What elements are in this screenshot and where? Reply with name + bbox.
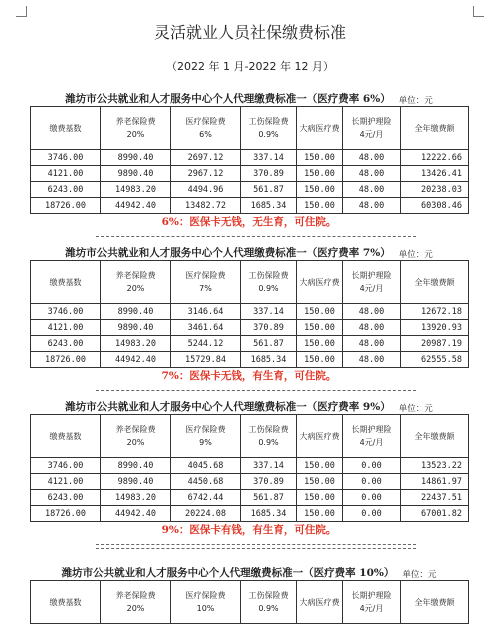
table-row: [31, 150, 469, 166]
cell-serious: 150.00: [297, 182, 343, 198]
fee-table: [30, 580, 469, 624]
cell-pension: 14983.20: [101, 336, 171, 352]
header-serious-illness: 大病医疗费: [297, 107, 343, 150]
section-divider: [96, 236, 416, 237]
cell-serious: 150.00: [297, 490, 343, 506]
section-heading-text: 潍坊市公共就业和人才服务中心个人代理缴费标准一（医疗费率 10%）: [61, 567, 395, 579]
page-corner-mark-right: [473, 6, 484, 17]
cell-annual: 14861.97: [401, 474, 469, 490]
header-injury: 工伤保险费 0.9%: [241, 415, 297, 458]
cell-base: 18726.00: [31, 506, 101, 522]
section-heading: [30, 242, 468, 260]
page-title: 灵活就业人员社保缴费标准: [153, 23, 346, 42]
cell-injury: 561.87: [241, 182, 297, 198]
table-row: [31, 182, 469, 198]
cell-base: 4121.00: [31, 474, 101, 490]
page-subtitle: （2022 年 1 月-2022 年 12 月）: [166, 60, 334, 73]
cell-ltc: 48.00: [343, 320, 401, 336]
fee-section-6: [30, 88, 468, 230]
cell-base: 6243.00: [31, 336, 101, 352]
cell-base: 18726.00: [31, 352, 101, 368]
header-medical: 医疗保险费 9%: [171, 415, 241, 458]
cell-annual: 67001.82: [401, 506, 469, 522]
unit-label: 单位：元: [398, 250, 433, 260]
section-note: 7%：医保卡无钱，有生育，可住院。: [161, 370, 337, 382]
header-pension: 养老保险费 20%: [101, 415, 171, 458]
section-divider: [96, 544, 416, 545]
section-heading-text: 潍坊市公共就业和人才服务中心个人代理缴费标准一（医疗费率 7%）: [65, 247, 391, 259]
cell-pension: 44942.40: [101, 352, 171, 368]
cell-serious: 150.00: [297, 198, 343, 214]
table-header-row: [31, 261, 469, 304]
cell-pension: 9890.40: [101, 166, 171, 182]
cell-medical: 4045.68: [171, 458, 241, 474]
header-long-term-care: 长期护理险 4元/月: [343, 107, 401, 150]
header-long-term-care: 长期护理险 4元/月: [343, 415, 401, 458]
cell-serious: 150.00: [297, 336, 343, 352]
table-row: [31, 198, 469, 214]
header-annual-total: 全年缴费额: [401, 107, 469, 150]
section-heading: [30, 88, 468, 106]
header-serious-illness: 大病医疗费: [297, 415, 343, 458]
cell-injury: 337.14: [241, 150, 297, 166]
cell-pension: 8990.40: [101, 304, 171, 320]
cell-ltc: 48.00: [343, 352, 401, 368]
page-corner-mark-left: [16, 6, 27, 17]
header-serious-illness: 大病医疗费: [297, 261, 343, 304]
cell-annual: 62555.58: [401, 352, 469, 368]
cell-pension: 8990.40: [101, 458, 171, 474]
cell-annual: 20987.19: [401, 336, 469, 352]
cell-serious: 150.00: [297, 506, 343, 522]
cell-serious: 150.00: [297, 458, 343, 474]
fee-section-9: [30, 396, 468, 538]
header-serious-illness: 大病医疗费: [297, 581, 343, 624]
section-heading: [30, 562, 468, 580]
header-annual-total: 全年缴费额: [401, 581, 469, 624]
cell-medical: 20224.08: [171, 506, 241, 522]
cell-medical: 4494.96: [171, 182, 241, 198]
cell-pension: 44942.40: [101, 198, 171, 214]
section-heading-text: 潍坊市公共就业和人才服务中心个人代理缴费标准一（医疗费率 9%）: [65, 401, 391, 413]
table-row: [31, 474, 469, 490]
section-divider-secondary: [96, 548, 416, 549]
cell-injury: 370.89: [241, 320, 297, 336]
cell-base: 3746.00: [31, 458, 101, 474]
cell-base: 3746.00: [31, 150, 101, 166]
cell-injury: 370.89: [241, 474, 297, 490]
section-note: 6%：医保卡无钱，无生育，可住院。: [161, 216, 337, 228]
cell-serious: 150.00: [297, 474, 343, 490]
cell-injury: 561.87: [241, 336, 297, 352]
header-pension: 养老保险费 20%: [101, 261, 171, 304]
cell-serious: 150.00: [297, 166, 343, 182]
table-row: [31, 166, 469, 182]
cell-serious: 150.00: [297, 304, 343, 320]
unit-label: 单位：元: [402, 570, 437, 580]
cell-medical: 5244.12: [171, 336, 241, 352]
section-heading: [30, 396, 468, 414]
section-heading-text: 潍坊市公共就业和人才服务中心个人代理缴费标准一（医疗费率 6%）: [65, 93, 391, 105]
cell-medical: 3461.64: [171, 320, 241, 336]
cell-annual: 13523.22: [401, 458, 469, 474]
cell-annual: 13920.93: [401, 320, 469, 336]
table-header-row: [31, 107, 469, 150]
header-pension: 养老保险费 20%: [101, 581, 171, 624]
unit-label: 单位：元: [398, 404, 433, 414]
fee-table: [30, 414, 469, 522]
cell-pension: 14983.20: [101, 182, 171, 198]
cell-annual: 12672.18: [401, 304, 469, 320]
cell-base: 4121.00: [31, 320, 101, 336]
cell-ltc: 48.00: [343, 150, 401, 166]
header-long-term-care: 长期护理险 4元/月: [343, 581, 401, 624]
cell-ltc: 48.00: [343, 304, 401, 320]
cell-pension: 14983.20: [101, 490, 171, 506]
cell-medical: 2697.12: [171, 150, 241, 166]
header-base: 缴费基数: [31, 581, 101, 624]
cell-annual: 60308.46: [401, 198, 469, 214]
header-annual-total: 全年缴费额: [401, 415, 469, 458]
cell-injury: 337.14: [241, 458, 297, 474]
cell-injury: 1685.34: [241, 198, 297, 214]
cell-ltc: 0.00: [343, 490, 401, 506]
header-injury: 工伤保险费 0.9%: [241, 107, 297, 150]
table-row: [31, 352, 469, 368]
cell-pension: 8990.40: [101, 150, 171, 166]
cell-base: 6243.00: [31, 490, 101, 506]
cell-ltc: 48.00: [343, 198, 401, 214]
cell-injury: 370.89: [241, 166, 297, 182]
cell-ltc: 48.00: [343, 182, 401, 198]
cell-base: 6243.00: [31, 182, 101, 198]
fee-table: [30, 260, 469, 368]
cell-pension: 9890.40: [101, 474, 171, 490]
cell-ltc: 0.00: [343, 458, 401, 474]
header-annual-total: 全年缴费额: [401, 261, 469, 304]
fee-section-7: [30, 242, 468, 384]
cell-ltc: 0.00: [343, 506, 401, 522]
cell-injury: 1685.34: [241, 506, 297, 522]
cell-annual: 13426.41: [401, 166, 469, 182]
cell-base: 3746.00: [31, 304, 101, 320]
cell-serious: 150.00: [297, 320, 343, 336]
cell-medical: 4450.68: [171, 474, 241, 490]
table-row: [31, 320, 469, 336]
cell-base: 18726.00: [31, 198, 101, 214]
table-row: [31, 304, 469, 320]
cell-annual: 20238.03: [401, 182, 469, 198]
cell-ltc: 48.00: [343, 166, 401, 182]
cell-injury: 561.87: [241, 490, 297, 506]
header-pension: 养老保险费 20%: [101, 107, 171, 150]
header-base: 缴费基数: [31, 415, 101, 458]
table-row: [31, 336, 469, 352]
cell-medical: 15729.84: [171, 352, 241, 368]
table-row: [31, 458, 469, 474]
table-header-row: [31, 415, 469, 458]
cell-annual: 12222.66: [401, 150, 469, 166]
cell-medical: 13482.72: [171, 198, 241, 214]
cell-pension: 9890.40: [101, 320, 171, 336]
cell-base: 4121.00: [31, 166, 101, 182]
header-injury: 工伤保险费 0.9%: [241, 581, 297, 624]
table-row: [31, 506, 469, 522]
cell-pension: 44942.40: [101, 506, 171, 522]
header-medical: 医疗保险费 6%: [171, 107, 241, 150]
cell-serious: 150.00: [297, 352, 343, 368]
header-medical: 医疗保险费 7%: [171, 261, 241, 304]
section-note: 9%：医保卡有钱，有生育，可住院。: [161, 524, 337, 536]
fee-table: [30, 106, 469, 214]
header-base: 缴费基数: [31, 107, 101, 150]
fee-section-10: [30, 562, 468, 624]
header-medical: 医疗保险费 10%: [171, 581, 241, 624]
cell-injury: 1685.34: [241, 352, 297, 368]
unit-label: 单位：元: [398, 96, 433, 106]
cell-medical: 6742.44: [171, 490, 241, 506]
cell-medical: 2967.12: [171, 166, 241, 182]
cell-medical: 3146.64: [171, 304, 241, 320]
table-header-row: [31, 581, 469, 624]
table-row: [31, 490, 469, 506]
header-long-term-care: 长期护理险 4元/月: [343, 261, 401, 304]
cell-injury: 337.14: [241, 304, 297, 320]
cell-ltc: 48.00: [343, 336, 401, 352]
cell-ltc: 0.00: [343, 474, 401, 490]
header-injury: 工伤保险费 0.9%: [241, 261, 297, 304]
header-base: 缴费基数: [31, 261, 101, 304]
cell-serious: 150.00: [297, 150, 343, 166]
cell-annual: 22437.51: [401, 490, 469, 506]
section-divider: [96, 390, 416, 391]
